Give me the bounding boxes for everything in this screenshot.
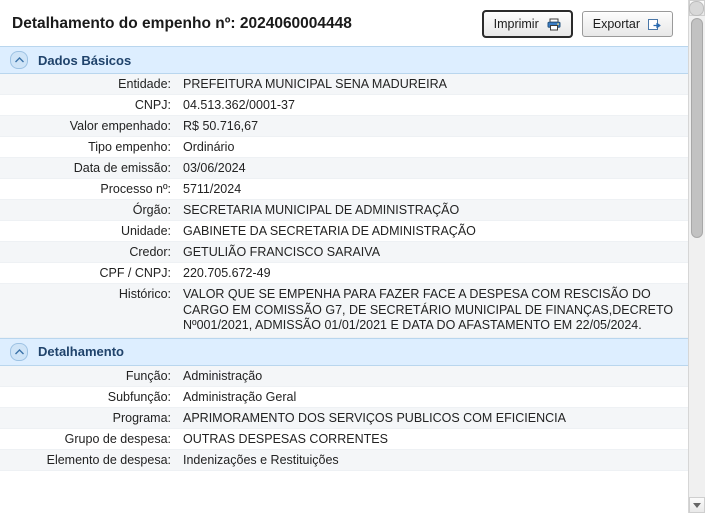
export-button-label: Exportar bbox=[592, 17, 640, 31]
table-row bbox=[0, 116, 689, 137]
table-row bbox=[0, 407, 689, 428]
dados-basicos-table bbox=[0, 74, 689, 338]
section-header-dados-basicos[interactable] bbox=[0, 46, 689, 74]
export-icon bbox=[648, 18, 662, 31]
row-label: CPF / CNPJ: bbox=[0, 263, 177, 284]
export-button[interactable] bbox=[582, 11, 673, 37]
section-title: Detalhamento bbox=[38, 344, 124, 360]
table-row bbox=[0, 95, 689, 116]
table-row bbox=[0, 263, 689, 284]
row-value: OUTRAS DESPESAS CORRENTES bbox=[177, 428, 689, 449]
row-value: 220.705.672-49 bbox=[177, 263, 689, 284]
scrollbar-thumb[interactable] bbox=[691, 18, 703, 238]
scrollbar-corner-dot bbox=[689, 1, 704, 16]
row-label: Programa: bbox=[0, 407, 177, 428]
page-header bbox=[0, 0, 689, 46]
row-value: GETULIÃO FRANCISCO SARAIVA bbox=[177, 242, 689, 263]
row-label: Processo nº: bbox=[0, 179, 177, 200]
row-label: Função: bbox=[0, 366, 177, 387]
row-label: Órgão: bbox=[0, 200, 177, 221]
collapse-chevron-icon[interactable] bbox=[10, 51, 28, 69]
row-value: 5711/2024 bbox=[177, 179, 689, 200]
row-value: GABINETE DA SECRETARIA DE ADMINISTRAÇÃO bbox=[177, 221, 689, 242]
row-label: Valor empenhado: bbox=[0, 116, 177, 137]
table-row bbox=[0, 221, 689, 242]
row-label: Histórico: bbox=[0, 284, 177, 338]
table-row bbox=[0, 386, 689, 407]
row-label: Subfunção: bbox=[0, 386, 177, 407]
table-row bbox=[0, 242, 689, 263]
row-value: SECRETARIA MUNICIPAL DE ADMINISTRAÇÃO bbox=[177, 200, 689, 221]
table-row bbox=[0, 137, 689, 158]
table-row bbox=[0, 449, 689, 470]
scroll-down-arrow-icon[interactable] bbox=[689, 497, 705, 513]
table-row bbox=[0, 284, 689, 338]
table-row bbox=[0, 179, 689, 200]
row-label: Credor: bbox=[0, 242, 177, 263]
table-row bbox=[0, 428, 689, 449]
print-button-label: Imprimir bbox=[493, 17, 539, 31]
table-row bbox=[0, 158, 689, 179]
header-button-group bbox=[483, 11, 679, 37]
table-row bbox=[0, 366, 689, 387]
vertical-scrollbar[interactable] bbox=[688, 0, 705, 513]
print-button[interactable] bbox=[483, 11, 572, 37]
row-value: Administração Geral bbox=[177, 386, 689, 407]
row-value: PREFEITURA MUNICIPAL SENA MADUREIRA bbox=[177, 74, 689, 95]
section-title: Dados Básicos bbox=[38, 52, 132, 68]
row-value: Indenizações e Restituições bbox=[177, 449, 689, 470]
table-row bbox=[0, 200, 689, 221]
row-label: Entidade: bbox=[0, 74, 177, 95]
row-label: Tipo empenho: bbox=[0, 137, 177, 158]
row-label: Data de emissão: bbox=[0, 158, 177, 179]
collapse-chevron-icon[interactable] bbox=[10, 343, 28, 361]
printer-icon bbox=[547, 18, 561, 31]
row-label: Elemento de despesa: bbox=[0, 449, 177, 470]
row-value: Administração bbox=[177, 366, 689, 387]
page-title: Detalhamento do empenho nº: 2024060004448 bbox=[12, 15, 352, 32]
table-row bbox=[0, 74, 689, 95]
detalhamento-table bbox=[0, 366, 689, 471]
row-value: R$ 50.716,67 bbox=[177, 116, 689, 137]
row-label: Grupo de despesa: bbox=[0, 428, 177, 449]
row-label: CNPJ: bbox=[0, 95, 177, 116]
row-value: 04.513.362/0001-37 bbox=[177, 95, 689, 116]
section-header-detalhamento[interactable] bbox=[0, 338, 689, 366]
row-label: Unidade: bbox=[0, 221, 177, 242]
row-value: Ordinário bbox=[177, 137, 689, 158]
row-value: VALOR QUE SE EMPENHA PARA FAZER FACE A DESPESA COM RESCISÃO DO CARGO EM COMISSÃO G7, DE SECRETÁRIO MUNICIPAL DE FINANÇAS,DECRETO Nº001/2021, ADMISSÃO 01/01/2021 E DATA DO AFASTAMENTO EM 22/05/2024. bbox=[177, 284, 689, 338]
row-value: APRIMORAMENTO DOS SERVIÇOS PUBLICOS COM EFICIENCIA bbox=[177, 407, 689, 428]
row-value: 03/06/2024 bbox=[177, 158, 689, 179]
